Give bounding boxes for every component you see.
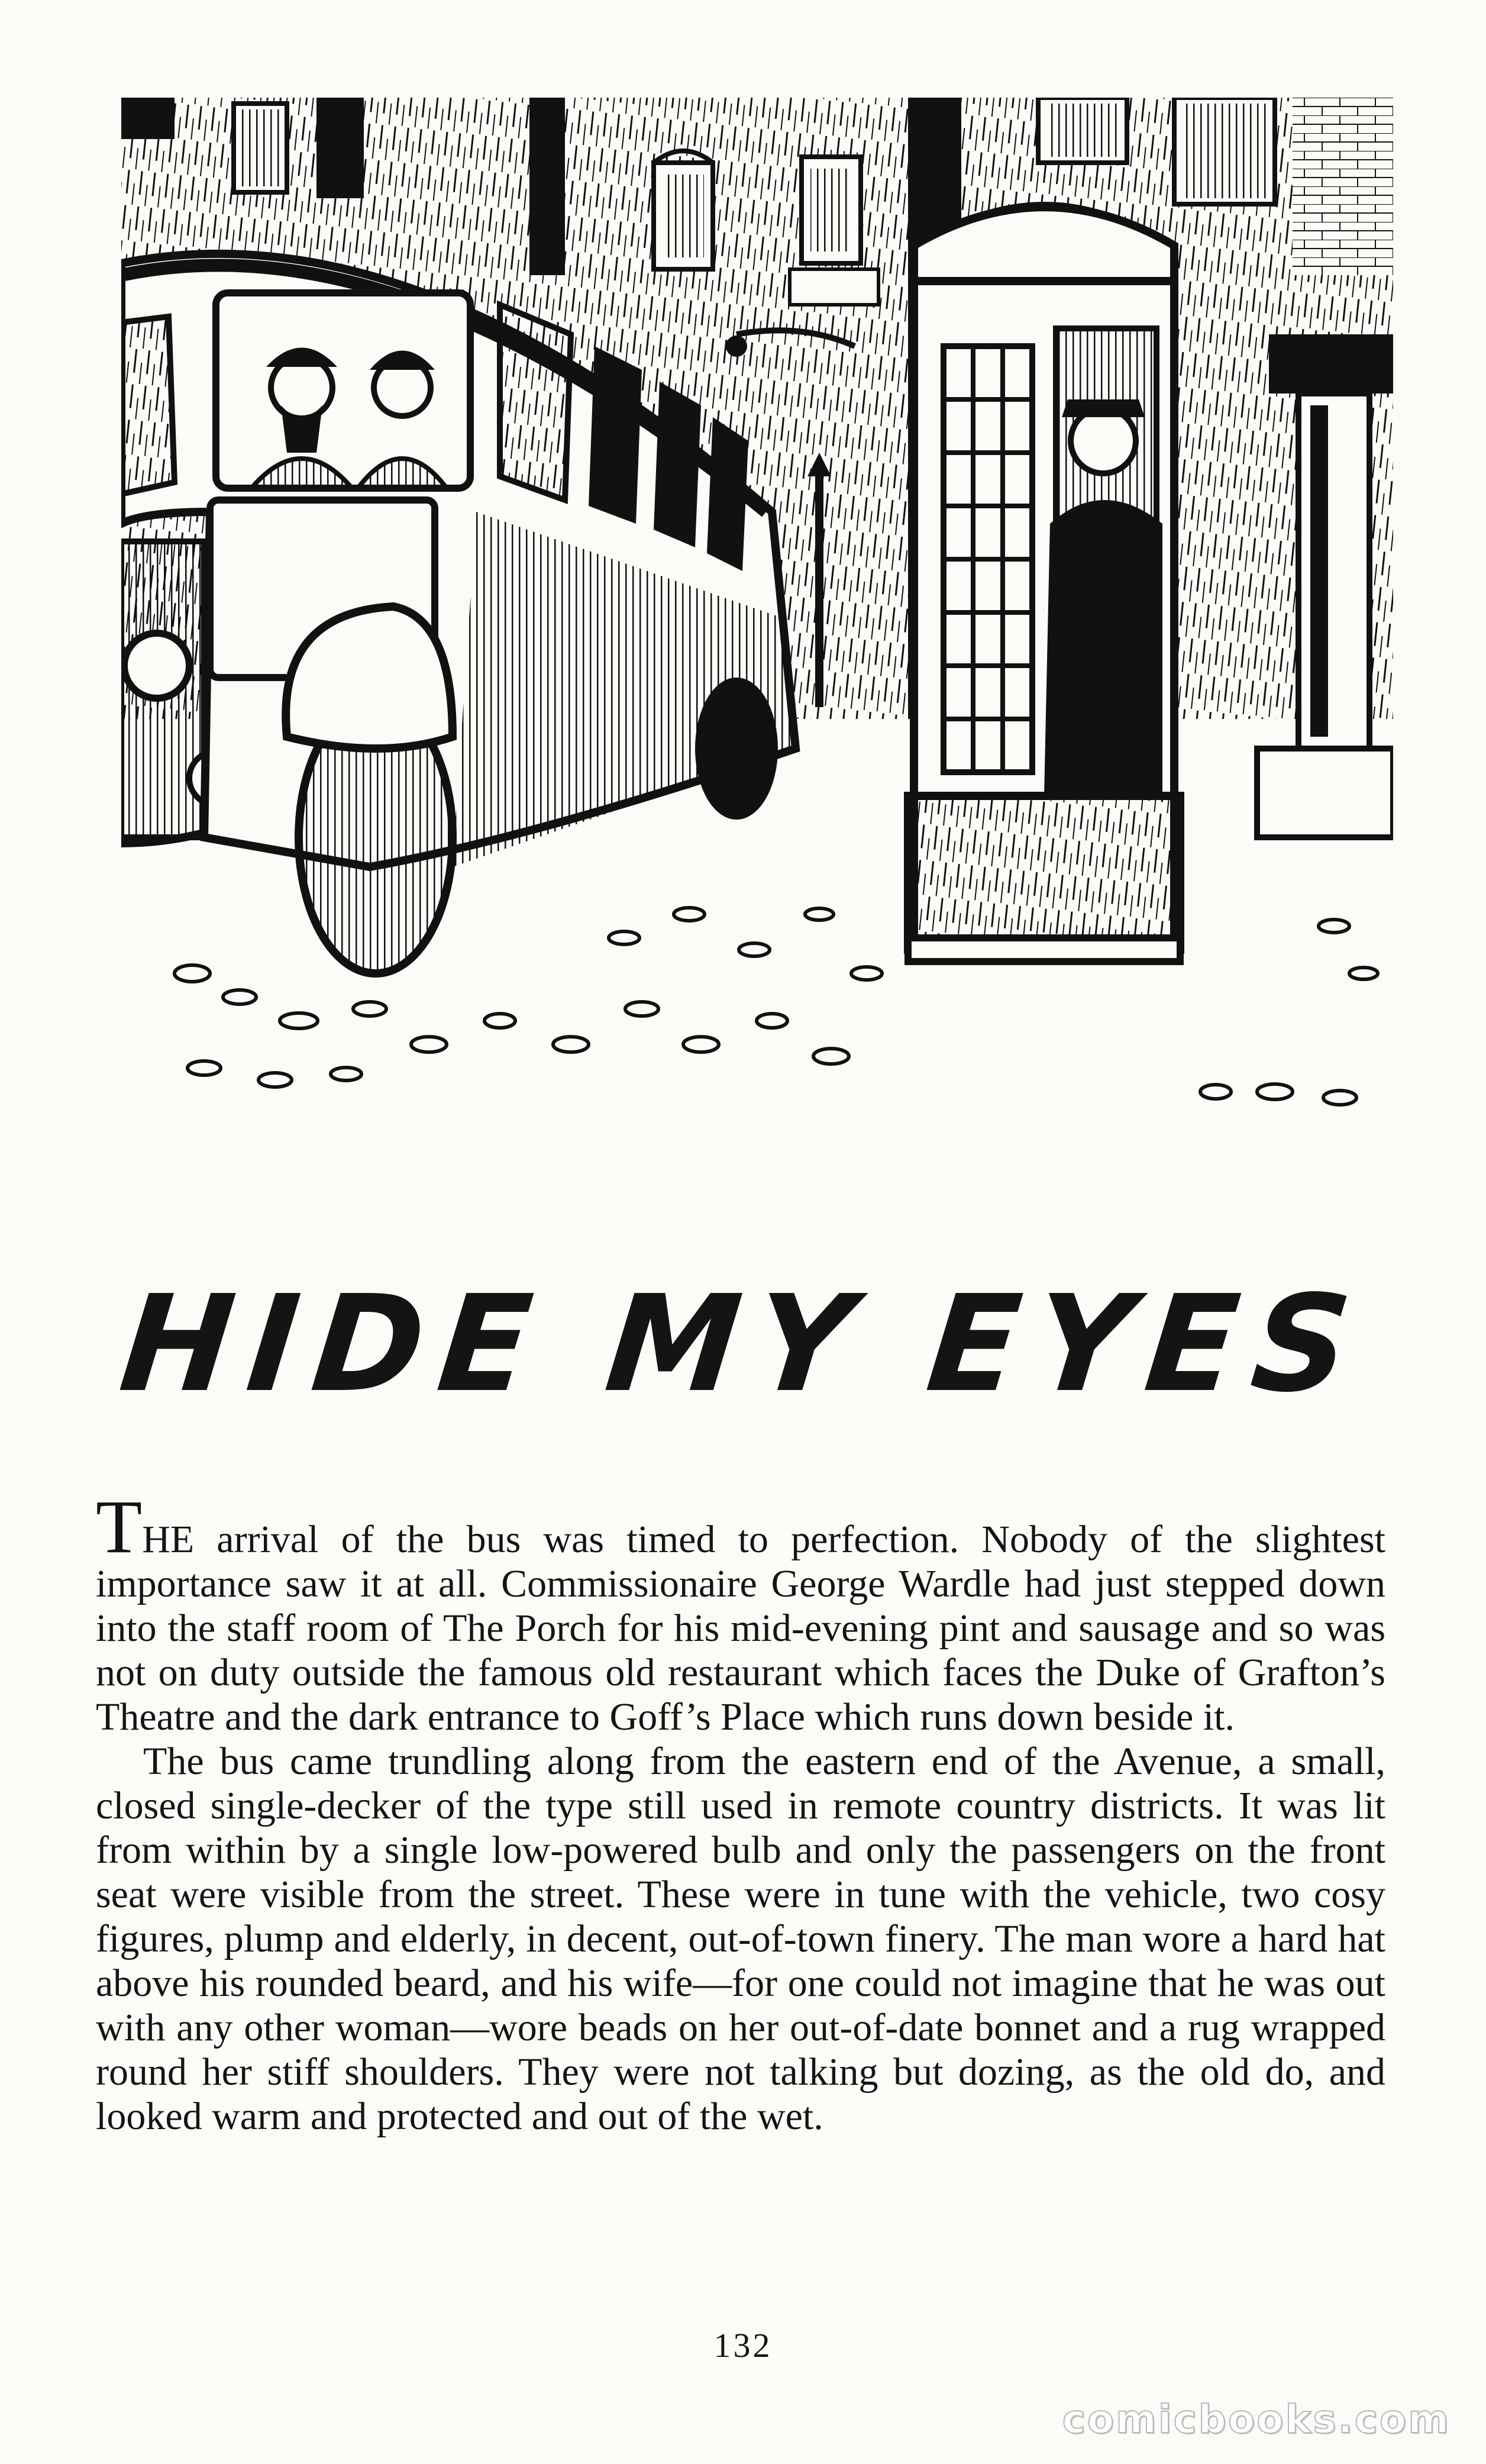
paragraph-1-text: HE arrival of the bus was timed to perfection. Nobody of the slightest importance saw it at all. Commissionaire George Wardle had just stepped down into the staff room of The Porch for his mid-evening pint and sausage and so was not on duty outside the famous old restaurant which faces the Duke of Grafton’s Theatre and the dark entrance to Goff’s Place which runs down beside it. — [96, 1518, 1385, 1739]
paragraph-1 — [96, 1485, 1385, 1739]
watermark: comicbooks.com — [1062, 2397, 1451, 2442]
street-scene-illustration — [121, 98, 1393, 1115]
page-number: 132 — [713, 2326, 773, 2365]
story-body — [96, 1485, 1385, 2139]
drop-cap: T — [96, 1485, 143, 1569]
story-title: HIDE MY EYES — [114, 1267, 1372, 1422]
telephone-box-illustration — [908, 204, 1180, 962]
paragraph-2: The bus came trundling along from the eastern end of the Avenue, a small, closed single-decker of the type still used in remote country districts. It was lit from within by a single low-powered bulb and only the passengers on the front seat were visible from the street. These were in tune with the vehicle, two cosy figures, plump and elderly, in decent, out-of-town finery. The man wore a hard hat above his rounded beard, and his wife—for one could not imagine that he was out with any other woman—wore beads on her out-of-date bonnet and a rug wrapped round her stiff shoulders. They were not talking but dozing, as the old do, and looked warm and protected and out of the wet. — [96, 1740, 1385, 2138]
